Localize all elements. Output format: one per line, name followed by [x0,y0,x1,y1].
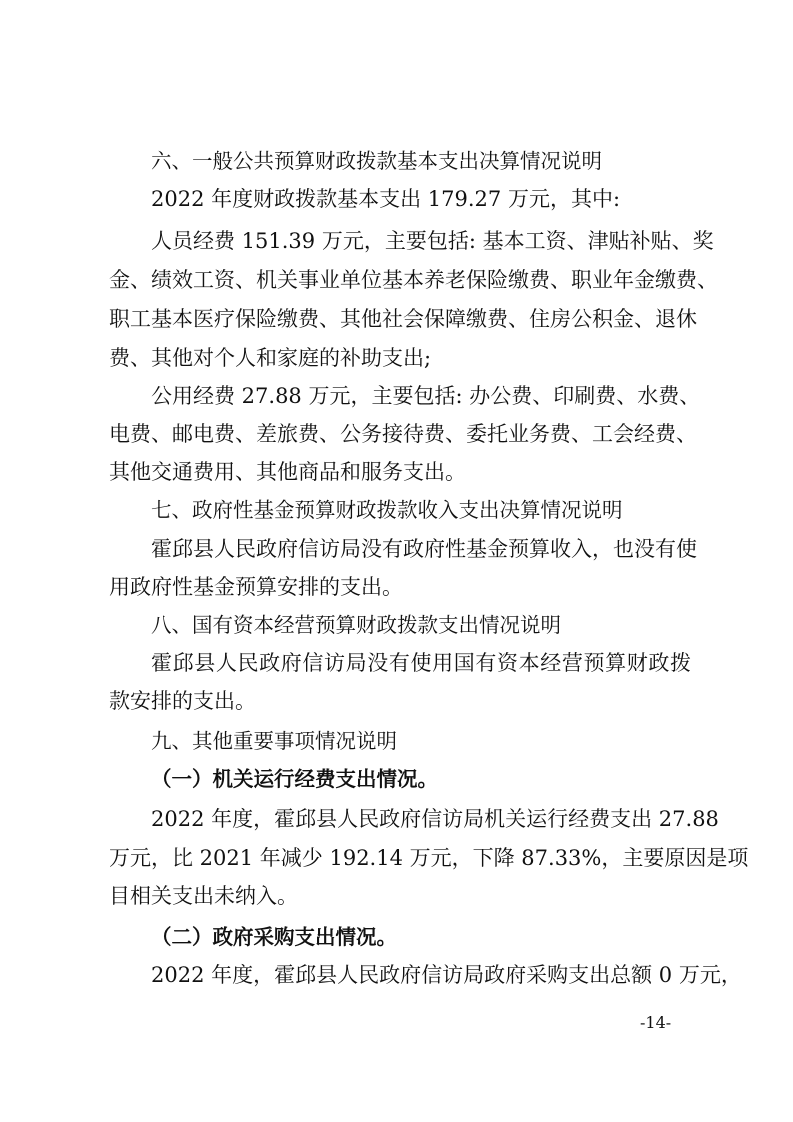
personnel-expense-line-4: 费、其他对个人和家庭的补助支出; [109,346,432,370]
section-6-heading: 六、一般公共预算财政拨款基本支出决算情况说明 [151,149,602,173]
personnel-expense-line-2: 金、绩效工资、机关事业单位基本养老保险缴费、职业年金缴费、 [109,268,718,292]
subsection-1-line-3: 目相关支出未纳入。 [109,884,298,908]
public-expense-line-2: 电费、邮电费、差旅费、公务接待费、委托业务费、工会经费、 [109,422,697,446]
section-8-line-1: 霍邱县人民政府信访局没有使用国有资本经营预算财政拨 [151,651,691,675]
section-6-paragraph-1: 2022 年度财政拨款基本支出 179.27 万元，其中: [151,187,621,211]
subsection-1-line-1: 2022 年度，霍邱县人民政府信访局机关运行经费支出 27.88 [151,807,719,831]
public-expense-line-1: 公用经费 27.88 万元，主要包括: 办公费、印刷费、水费、 [151,384,701,408]
section-7-heading: 七、政府性基金预算财政拨款收入支出决算情况说明 [151,498,623,522]
personnel-expense-line-1: 人员经费 151.39 万元，主要包括: 基本工资、津贴补贴、奖 [151,229,714,253]
subsection-1-heading: （一）机关运行经费支出情况。 [151,767,438,791]
section-8-line-2: 款安排的支出。 [109,689,256,713]
public-expense-line-3: 其他交通费用、其他商品和服务支出。 [109,460,466,484]
subsection-2-heading: （二）政府采购支出情况。 [151,925,397,949]
section-9-heading: 九、其他重要事项情况说明 [151,729,397,753]
subsection-1-line-2: 万元，比 2021 年减少 192.14 万元，下降 87.33%，主要原因是项 [109,846,749,870]
page-number: -14- [640,1013,672,1032]
section-7-line-2: 用政府性基金预算安排的支出。 [109,575,403,599]
personnel-expense-line-3: 职工基本医疗保险缴费、其他社会保障缴费、住房公积金、退休 [109,307,697,331]
subsection-2-line-1: 2022 年度，霍邱县人民政府信访局政府采购支出总额 0 万元， [151,963,742,987]
section-8-heading: 八、国有资本经营预算财政拨款支出情况说明 [151,613,561,637]
section-7-line-1: 霍邱县人民政府信访局没有政府性基金预算收入，也没有使 [151,537,697,561]
